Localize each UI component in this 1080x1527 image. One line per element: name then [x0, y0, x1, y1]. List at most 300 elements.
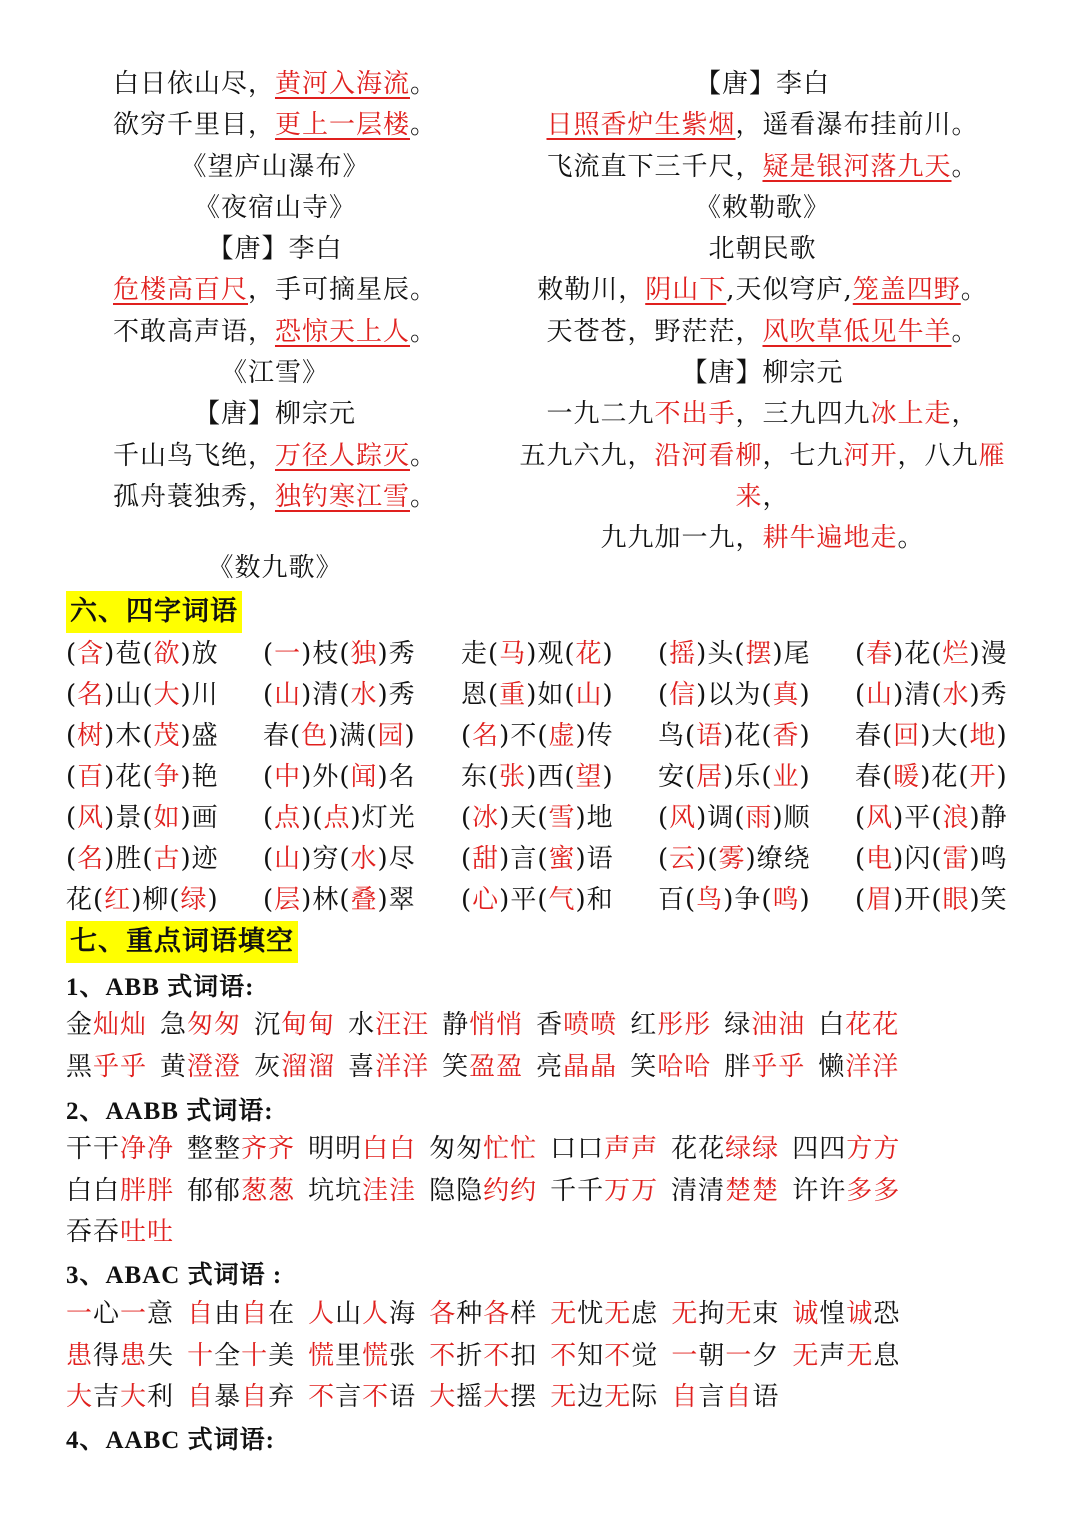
answer-char: 无: [725, 1299, 753, 1329]
section-seven-heading: 七、重点词语填空: [66, 921, 298, 963]
poem-text: ，: [951, 399, 979, 430]
paren: (: [761, 885, 773, 915]
word-line: [66, 1376, 792, 1413]
given-char: 失: [147, 1341, 175, 1371]
paren: (: [855, 803, 867, 833]
word: [630, 1046, 711, 1083]
paren: ): [893, 680, 905, 710]
poem-line: [60, 436, 490, 477]
given-part: 喜: [348, 1052, 376, 1082]
word: [792, 1335, 900, 1372]
given-part: 绿: [724, 1010, 752, 1040]
given-char: 画: [191, 803, 219, 833]
answer-char: 大: [429, 1382, 457, 1412]
answer-char: 气: [548, 885, 576, 915]
paren: ): [131, 885, 143, 915]
paren: (: [142, 762, 154, 792]
given-part: 郁郁: [187, 1176, 242, 1206]
given-char: 传: [586, 721, 614, 751]
poem-column-right: [475, 64, 1050, 560]
paren: ): [575, 803, 587, 833]
answer-char: 不: [483, 1341, 511, 1371]
answer-char: 茂: [153, 721, 181, 751]
given-char: 翠: [388, 885, 416, 915]
paren: ): [377, 844, 389, 874]
word: [160, 1004, 241, 1041]
paren: ): [104, 762, 116, 792]
answer-part: 晶晶: [563, 1052, 618, 1082]
word: [348, 1046, 429, 1083]
paren: ): [893, 885, 905, 915]
word-line: [66, 1293, 913, 1330]
given-part: 白白: [66, 1176, 121, 1206]
four-char-word: [658, 716, 811, 757]
answer-char: 鸟: [696, 885, 724, 915]
poem-heading: [60, 147, 490, 188]
given-char: 折: [456, 1341, 484, 1371]
paren: ): [575, 721, 587, 751]
answer-char: 开: [969, 762, 997, 792]
answer-char: 业: [772, 762, 800, 792]
word: [792, 1170, 900, 1207]
answer-char: 叠: [350, 885, 378, 915]
word: [550, 1293, 658, 1330]
answer-char: 蜜: [548, 844, 576, 874]
paren: (: [761, 721, 773, 751]
paren: (: [685, 762, 697, 792]
four-char-word: [66, 634, 219, 675]
given-char: 摇: [456, 1382, 484, 1412]
paren: (: [142, 803, 154, 833]
word: [66, 1128, 174, 1165]
given-char: 灯光: [361, 803, 416, 833]
answer-char: 鸣: [772, 885, 800, 915]
answer-char: 摆: [745, 639, 773, 669]
paren: ): [969, 803, 981, 833]
four-char-word: [263, 880, 416, 921]
paren: ): [723, 762, 735, 792]
paren: (: [658, 803, 670, 833]
given-char: 利: [147, 1382, 175, 1412]
given-char: 大: [931, 721, 959, 751]
word: [348, 1004, 429, 1041]
word: [792, 1128, 900, 1165]
poem-heading-text: 《夜宿山寺》: [193, 192, 356, 223]
answer-part: 忙忙: [483, 1134, 538, 1164]
paren: ): [696, 680, 708, 710]
given-part: 笑: [630, 1052, 658, 1082]
poem-column-left: [60, 64, 490, 590]
poem-heading: [475, 229, 1050, 270]
answer-char: 无: [846, 1341, 874, 1371]
poem-text: 一九二九: [546, 399, 655, 430]
answer-text: 恐惊天上人: [274, 316, 410, 347]
paren: (: [931, 803, 943, 833]
word: [66, 1004, 147, 1041]
poem-punct: 。: [960, 275, 988, 306]
paren: ): [104, 844, 116, 874]
word-row: [66, 757, 1046, 798]
answer-char: 大: [120, 1382, 148, 1412]
answer-char: 山: [274, 844, 302, 874]
given-part: 坑坑: [308, 1176, 363, 1206]
given-char: 秀: [388, 680, 416, 710]
given-part: 隐隐: [429, 1176, 484, 1206]
four-char-word: [461, 839, 614, 880]
paren: ): [526, 680, 538, 710]
given-char: 知: [577, 1341, 605, 1371]
answer-part: 多多: [846, 1176, 901, 1206]
paren: (: [339, 639, 351, 669]
answer-char: 慌: [308, 1341, 336, 1371]
paren: ): [696, 639, 708, 669]
word: [187, 1170, 295, 1207]
answer-part: 净净: [120, 1134, 175, 1164]
answer-text: 冰上走: [870, 399, 952, 430]
given-char: 种: [456, 1299, 484, 1329]
paren: ): [996, 762, 1008, 792]
paren: (: [263, 803, 275, 833]
answer-char: 山: [274, 680, 302, 710]
four-char-word: [461, 880, 614, 921]
answer-char: 大: [66, 1382, 94, 1412]
given-char: 得: [93, 1341, 121, 1371]
answer-char: 眉: [866, 885, 894, 915]
answer-char: 园: [377, 721, 405, 751]
paren: (: [461, 885, 473, 915]
paren: (: [931, 639, 943, 669]
given-char: 如: [537, 680, 565, 710]
poem-text: 天苍苍，野茫茫，: [546, 316, 763, 347]
answer-char: 独: [350, 639, 378, 669]
answer-char: 回: [893, 721, 921, 751]
word: [818, 1004, 899, 1041]
paren: ): [772, 639, 784, 669]
poem-text: 孤舟蓑独秀，: [112, 481, 275, 512]
paren: ): [526, 762, 538, 792]
word-row: [66, 798, 1046, 839]
given-char: 东: [461, 762, 489, 792]
answer-char: 心: [472, 885, 500, 915]
paren: ): [180, 762, 192, 792]
given-char: 美: [268, 1341, 296, 1371]
paren: ): [920, 721, 932, 751]
poem-heading: [60, 394, 490, 435]
given-char: 西: [537, 762, 565, 792]
four-char-word: [461, 798, 614, 839]
answer-char: 电: [866, 844, 894, 874]
four-char-word: [461, 634, 614, 675]
poem-text: 五九六九，: [519, 440, 655, 471]
answer-char: 十: [187, 1341, 215, 1371]
given-part: 整整: [187, 1134, 242, 1164]
paren: ): [180, 844, 192, 874]
given-char: 花: [904, 639, 932, 669]
paren: (: [855, 844, 867, 874]
word: [66, 1293, 174, 1330]
answer-text: 阴山下: [645, 275, 727, 306]
answer-text: 更上一层楼: [274, 110, 410, 141]
answer-char: 雨: [745, 803, 773, 833]
word: [550, 1335, 658, 1372]
paren: (: [564, 680, 576, 710]
poem-punct: 。: [410, 481, 438, 512]
paren: ): [499, 885, 511, 915]
word: [187, 1128, 295, 1165]
answer-part: 楚楚: [725, 1176, 780, 1206]
poem-text: 不敢高声语，: [112, 316, 275, 347]
paren: ): [526, 639, 538, 669]
given-char: 语: [586, 844, 614, 874]
four-char-word: [855, 880, 1008, 921]
word: [308, 1376, 416, 1413]
given-char: 全: [214, 1341, 242, 1371]
given-char: 扣: [510, 1341, 538, 1371]
answer-char: 古: [153, 844, 181, 874]
paren: (: [339, 844, 351, 874]
poem-heading-text: 《江雪》: [220, 358, 329, 389]
paren: (: [66, 844, 78, 874]
paren: (: [855, 885, 867, 915]
word: [818, 1046, 899, 1083]
given-part: 红: [630, 1010, 658, 1040]
given-part: 匆匆: [429, 1134, 484, 1164]
paren: (: [734, 803, 746, 833]
paren: (: [931, 885, 943, 915]
paren: ): [969, 844, 981, 874]
given-char: 里: [335, 1341, 363, 1371]
answer-part: 乎乎: [93, 1052, 148, 1082]
paren: (: [761, 762, 773, 792]
four-char-word: [263, 716, 416, 757]
given-char: 争: [734, 885, 762, 915]
answer-char: 风: [77, 803, 105, 833]
given-char: 清: [904, 680, 932, 710]
poem-line: [475, 477, 1050, 518]
answer-char: 无: [604, 1382, 632, 1412]
paren: (: [339, 762, 351, 792]
word: [66, 1211, 174, 1248]
given-char: 地: [586, 803, 614, 833]
paren: (: [882, 721, 894, 751]
word-row: [66, 716, 1046, 757]
given-char: 缭绕: [756, 844, 811, 874]
answer-part: 方方: [846, 1134, 901, 1164]
poem-text: 九九加一九，: [600, 523, 763, 554]
given-part: 金: [66, 1010, 94, 1040]
paren: ): [104, 721, 116, 751]
word: [254, 1046, 335, 1083]
paren: (: [855, 680, 867, 710]
given-char: 恐: [873, 1299, 901, 1329]
four-char-word: [263, 634, 416, 675]
word: [187, 1376, 295, 1413]
four-char-word: [461, 675, 614, 716]
answer-char: 张: [499, 762, 527, 792]
answer-text: 来: [735, 481, 763, 512]
given-part: 沉: [254, 1010, 282, 1040]
paren: ): [350, 803, 362, 833]
answer-char: 如: [153, 803, 181, 833]
paren: (: [461, 844, 473, 874]
word: [671, 1128, 779, 1165]
paren: (: [263, 885, 275, 915]
word: [724, 1004, 805, 1041]
answer-char: 雷: [942, 844, 970, 874]
paren: ): [180, 803, 192, 833]
paren: (: [263, 680, 275, 710]
given-char: 言: [698, 1382, 726, 1412]
answer-char: 大: [153, 680, 181, 710]
given-char: 在: [268, 1299, 296, 1329]
given-char: 秀: [388, 639, 416, 669]
poem-heading: [60, 548, 490, 589]
paren: (: [564, 762, 576, 792]
paren: (: [564, 639, 576, 669]
given-char: 吉: [93, 1382, 121, 1412]
given-char: 和: [586, 885, 614, 915]
poem-punct: 。: [410, 440, 438, 471]
four-char-word: [658, 839, 811, 880]
answer-char: 冰: [472, 803, 500, 833]
given-char: 春: [263, 721, 291, 751]
paren: ): [969, 680, 981, 710]
word: [442, 1046, 523, 1083]
answer-char: 自: [187, 1299, 215, 1329]
given-char: 以为: [707, 680, 762, 710]
paren: (: [366, 721, 378, 751]
paren: ): [499, 803, 511, 833]
given-char: 尾: [783, 639, 811, 669]
word-line: [66, 1004, 912, 1041]
paren: ): [301, 885, 313, 915]
paren: ): [602, 639, 614, 669]
given-char: 秀: [980, 680, 1008, 710]
word-row: [66, 880, 1046, 921]
answer-text: 风吹草低见牛羊: [762, 316, 952, 347]
answer-char: 重: [499, 680, 527, 710]
poem-text: 飞流直下三千尺，: [546, 151, 763, 182]
word-line: [66, 1170, 913, 1207]
given-char: 样: [510, 1299, 538, 1329]
four-char-word: [855, 716, 1008, 757]
paren: (: [142, 639, 154, 669]
answer-char: 不: [604, 1341, 632, 1371]
answer-part: 匆匆: [187, 1010, 242, 1040]
answer-char: 水: [350, 680, 378, 710]
four-char-word: [658, 798, 811, 839]
given-char: 夕: [752, 1341, 780, 1371]
answer-char: 暖: [893, 762, 921, 792]
answer-char: 不: [429, 1341, 457, 1371]
answer-char: 层: [274, 885, 302, 915]
answer-char: 不: [308, 1382, 336, 1412]
given-char: 安: [658, 762, 686, 792]
paren: ): [180, 721, 192, 751]
answer-text: 危楼高百尺: [112, 275, 248, 306]
given-part: 亮: [536, 1052, 564, 1082]
answer-char: 欲: [153, 639, 181, 669]
paren: ): [996, 721, 1008, 751]
given-part: 明明: [308, 1134, 363, 1164]
poem-heading: [60, 229, 490, 270]
paren: (: [537, 885, 549, 915]
answer-char: 点: [274, 803, 302, 833]
answer-char: 语: [696, 721, 724, 751]
paren: ): [404, 721, 416, 751]
answer-char: 诚: [846, 1299, 874, 1329]
given-char: 摆: [510, 1382, 538, 1412]
answer-part: 吐吐: [120, 1217, 175, 1247]
given-char: 花: [66, 885, 94, 915]
four-char-word: [263, 757, 416, 798]
poem-heading: [475, 64, 1050, 105]
paren: (: [461, 721, 473, 751]
answer-char: 地: [969, 721, 997, 751]
answer-char: 百: [77, 762, 105, 792]
answer-char: 自: [241, 1299, 269, 1329]
given-part: 四四: [792, 1134, 847, 1164]
word: [429, 1170, 537, 1207]
paren: (: [66, 803, 78, 833]
answer-char: 马: [499, 639, 527, 669]
answer-char: 色: [301, 721, 329, 751]
poem-heading-text: 北朝民歌: [708, 234, 817, 265]
answer-part: 汪汪: [375, 1010, 430, 1040]
paren: ): [301, 803, 313, 833]
answer-part: 乎乎: [751, 1052, 806, 1082]
given-char: 尽: [388, 844, 416, 874]
four-char-word: [855, 798, 1008, 839]
paren: (: [707, 844, 719, 874]
answer-part: 齐齐: [241, 1134, 296, 1164]
answer-part: 花花: [845, 1010, 900, 1040]
answer-char: 名: [77, 844, 105, 874]
answer-char: 红: [104, 885, 132, 915]
answer-part: 洋洋: [845, 1052, 900, 1082]
given-char: 迹: [191, 844, 219, 874]
paren: (: [685, 885, 697, 915]
answer-char: 无: [604, 1299, 632, 1329]
word: [550, 1128, 658, 1165]
given-char: 海: [389, 1299, 417, 1329]
paren: (: [537, 721, 549, 751]
paren: ): [745, 844, 757, 874]
paren: ): [377, 885, 389, 915]
given-char: 山: [115, 680, 143, 710]
poem-text: ,天似穹庐,: [726, 275, 853, 306]
paren: (: [142, 721, 154, 751]
four-char-word: [66, 880, 219, 921]
four-char-word: [855, 757, 1008, 798]
four-char-word: [855, 675, 1008, 716]
word-line: [66, 1335, 913, 1372]
poem-heading: [475, 188, 1050, 229]
poem-line: [60, 105, 490, 146]
word: [630, 1004, 711, 1041]
given-char: 不: [510, 721, 538, 751]
paren: (: [488, 680, 500, 710]
four-char-word: [855, 839, 1008, 880]
four-char-word: [66, 839, 219, 880]
poem-line: [60, 477, 490, 518]
poem-text: ，: [762, 481, 790, 512]
word: [429, 1335, 537, 1372]
poem-line: [475, 312, 1050, 353]
paren: (: [290, 721, 302, 751]
four-char-word: [66, 798, 219, 839]
word: [308, 1335, 416, 1372]
